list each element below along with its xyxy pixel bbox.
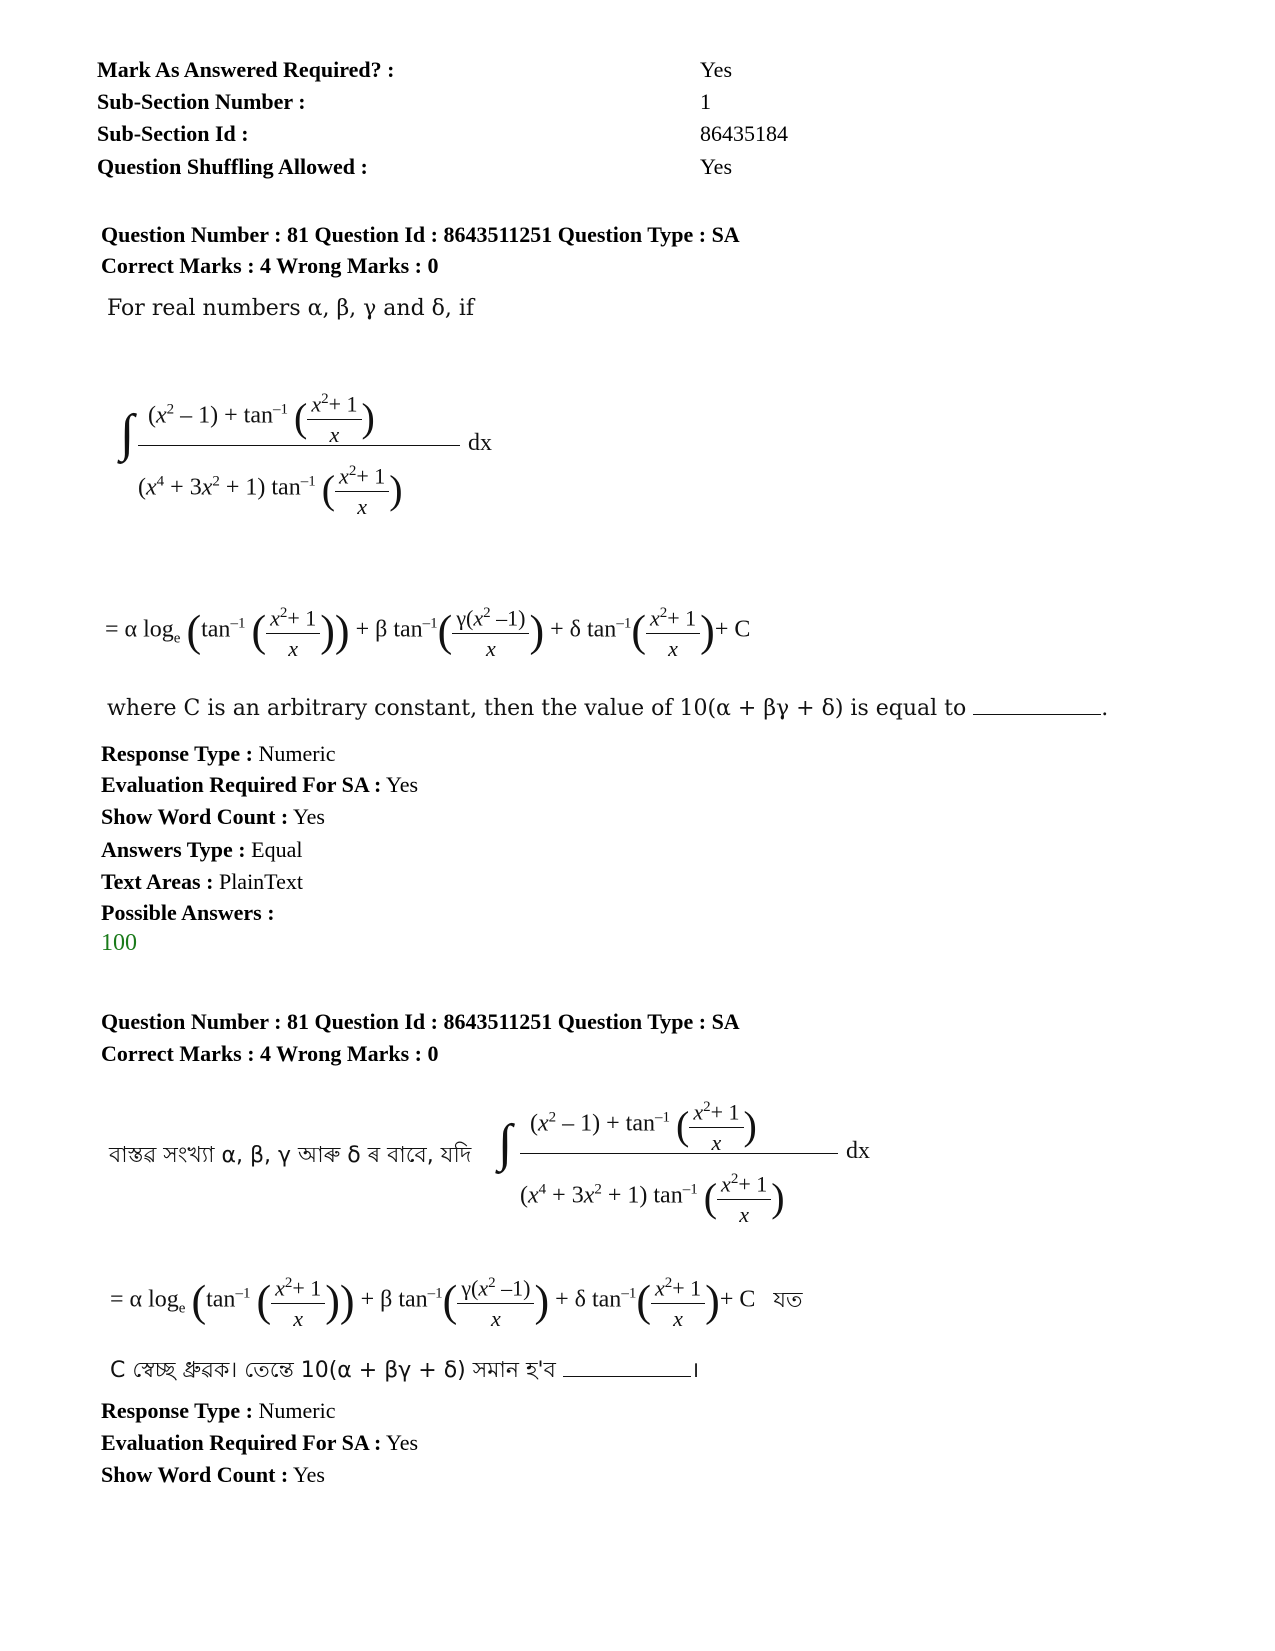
meta-value: 86435184 [700,121,788,146]
result-equation: = α $\log_e (\tan^{-1}$ ( $\frac{x^2+ 1}{x}$ )) + β $\tan^{-1}$( $\frac{\gamma(x^2 -1)}{x}$ ) + δ $\tan^{-1}$( $\frac{x^2+ 1}{x}$ )+ C যত [110,1268,803,1334]
answer-blank [973,694,1101,715]
property-label: Response Type : [101,741,253,766]
property-row [101,897,275,929]
meta-label: Mark As Answered Required? : [97,57,395,82]
question-intro: বাস্তৱ সংখ্যা α, β, γ আৰু δ ৰ বাবে, যদি [109,1143,472,1168]
meta-value: 1 [700,89,711,114]
question-tail-end: । [690,1358,700,1383]
property-value: Equal [251,837,303,862]
property-value: Numeric [258,1398,336,1423]
property-label: Answers Type : [101,837,246,862]
question-tail-text: C স্বেচ্ছ ধ্ৰুৱক। তেন্তে 10(α + βγ + δ) সমান হ'ব [110,1358,556,1383]
property-label: Text Areas : [101,869,214,894]
property-value: Yes [386,1430,419,1455]
answer-blank [563,1356,691,1377]
question-marks: Correct Marks : 4 Wrong Marks : 0 [101,1041,439,1066]
property-label: Possible Answers : [101,900,275,925]
property-value: Yes [292,1462,325,1487]
meta-value: Yes [700,154,733,179]
property-row [101,738,335,770]
property-value: Numeric [258,741,336,766]
property-label: Response Type : [101,1398,253,1423]
meta-label: Sub-Section Number : [97,89,306,114]
property-row [101,801,325,833]
property-label: Show Word Count : [101,804,289,829]
property-label: Evaluation Required For SA : [101,1430,382,1455]
meta-label: Question Shuffling Allowed : [97,154,368,179]
meta-value: Yes [700,57,733,82]
property-row [101,769,418,801]
question-tail: where C is an arbitrary constant, then the value of 10(α + βγ + δ) is equal to . [107,696,1109,721]
property-value: Yes [386,772,419,797]
property-label: Evaluation Required For SA : [101,772,382,797]
question-header: Question Number : 81 Question Id : 8643511251 Question Type : SA [101,1009,740,1034]
property-row [101,1395,335,1427]
question-marks: Correct Marks : 4 Wrong Marks : 0 [101,253,439,278]
result-equation: = α $\log_e (\tan^{-1}$ ( $\frac{x^2+ 1}{x}$ )) + β $\tan^{-1}$( $\frac{\gamma(x^2 -1)}{x}$ ) + δ $\tan^{-1}$( $\frac{x^2+ 1}{x}$ )+ C [105,598,750,664]
property-row [101,834,302,866]
question-header: Question Number : 81 Question Id : 8643511251 Question Type : SA [101,222,740,247]
integral-expression: ∫ $(x^2 - 1) + \tan^{-1}$ ( $\frac{x^2+ 1}{x}$ ) $(x^4 + 3x^2 + 1)$ $\tan^{-1}$ ( $\frac{x^2+ 1}{x}$ ) dx [120,372,520,532]
question-intro: For real numbers α, β, γ and δ, if [107,296,475,321]
property-value: Yes [292,804,325,829]
possible-answer: 100 [101,930,137,956]
question-tail-text: where C is an arbitrary constant, then the value of 10(α + βγ + δ) is equal to [107,696,967,721]
meta-label: Sub-Section Id : [97,121,249,146]
question-tail [110,1353,699,1390]
property-value: PlainText [218,869,303,894]
property-row [101,866,303,898]
property-label: Show Word Count : [101,1462,289,1487]
equation-suffix: যত [773,1287,803,1313]
property-row [101,1427,418,1459]
integral-expression: ∫ $(x^2 - 1) + \tan^{-1}$ ( $\frac{x^2+ 1}{x}$ ) $(x^4 + 3x^2 + 1)$ $\tan^{-1}$ ( $\frac{x^2+ 1}{x}$ ) dx [498,1080,898,1240]
property-row [101,1459,325,1491]
